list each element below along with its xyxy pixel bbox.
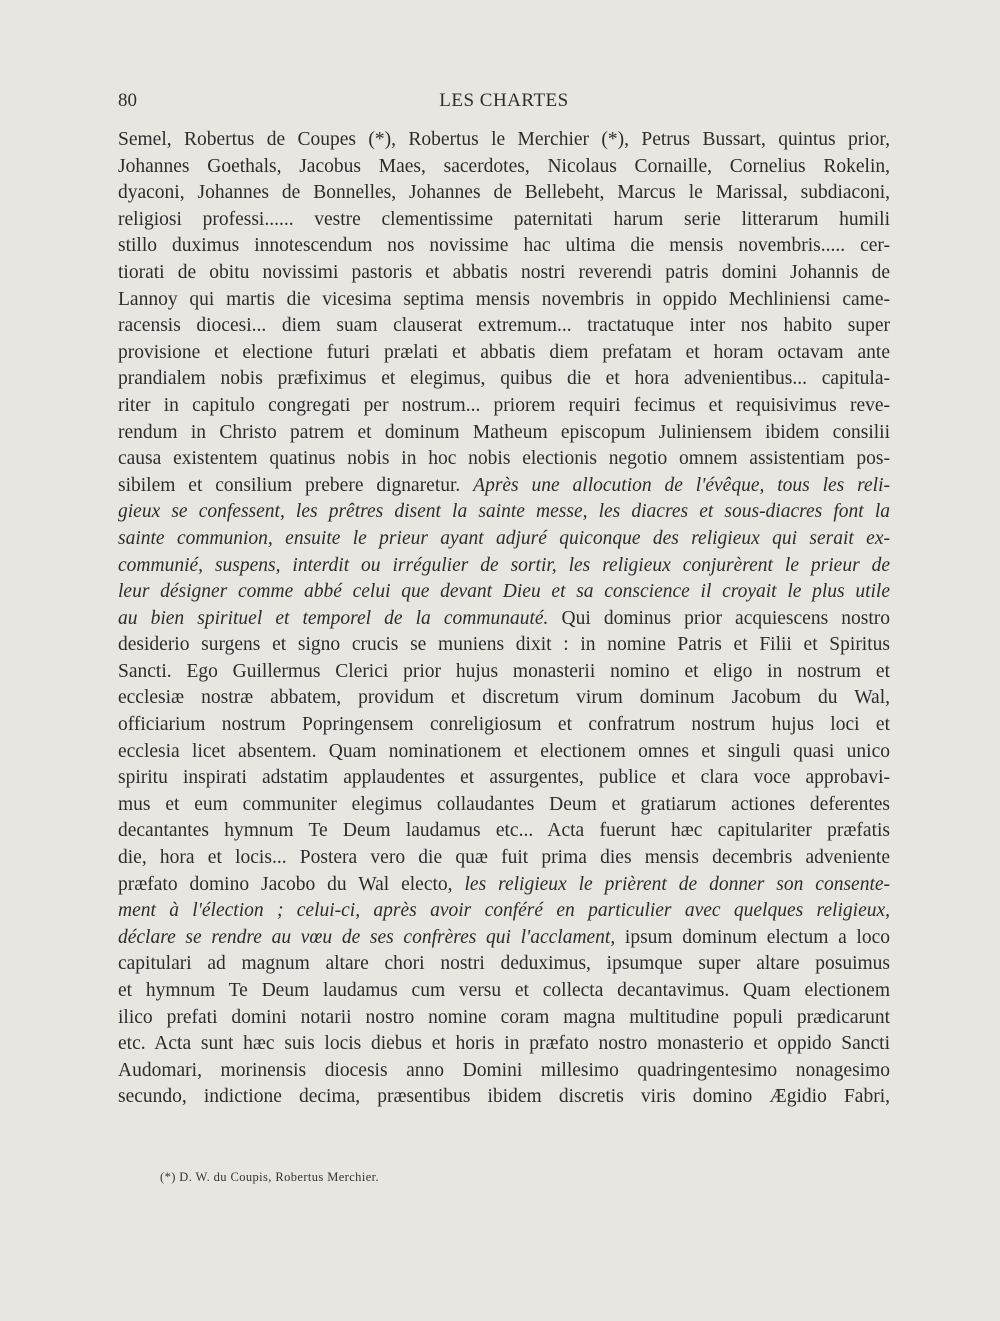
text-line: officiarium nostrum Popringensem conreligiosum et confratrum nostrum hujus loci et <box>118 714 890 736</box>
roman-segment: sibilem et consilium prebere dignaretur. <box>118 474 461 496</box>
page-header <box>118 90 890 116</box>
text-line: rendum in Christo patrem et dominum Matheum episcopum Juliniensem ibidem consilii <box>118 421 890 443</box>
roman-segment: ipsum dominum electum a loco <box>624 926 890 948</box>
text-line: desiderio surgens et signo crucis se muniens dixit : in nomine Patris et Filii et Spiritus <box>118 634 890 656</box>
italic-text-line: sainte communion, ensuite le prieur ayant adjuré quiconque des religieux qui serait ex- <box>118 527 890 549</box>
text-line: mus et eum communiter elegimus collaudantes Deum et gratiarum actiones deferentes <box>118 793 890 815</box>
text-line-mixed <box>118 473 890 500</box>
roman-segment: Qui dominus prior acquiescens nostro <box>561 607 890 629</box>
text-line: et hymnum Te Deum laudamus cum versu et collecta decantavimus. Quam electionem <box>118 980 890 1001</box>
text-line-mixed <box>118 925 890 952</box>
text-line: stillo duximus innotescendum nos novissime hac ultima die mensis novembris..... cer- <box>118 235 890 257</box>
text-line: ecclesia licet absentem. Quam nominationem et electionem omnes et singuli quasi unico <box>118 740 890 762</box>
text-line: Semel, Robertus de Coupes (*), Robertus le Merchier (*), Petrus Bussart, quintus prior, <box>118 129 890 150</box>
text-line: causa existentem quatinus nobis in hoc nobis electionis negotio omnem assistentiam pos- <box>118 448 890 470</box>
text-line-mixed <box>118 872 890 899</box>
text-line: riter in capitulo congregati per nostrum... priorem requiri fecimus et requisivimus reve- <box>118 394 890 416</box>
footnote: (*) D. W. du Coupis, Robertus Merchier. <box>160 1170 380 1184</box>
text-line: tiorati de obitu novissimi pastoris et abbatis nostri reverendi patris domini Johannis de <box>118 261 890 283</box>
roman-segment: præfato domino Jacobo du Wal electo, <box>118 873 453 895</box>
body-text <box>118 127 890 1111</box>
running-title: LES CHARTES <box>439 90 569 111</box>
text-line: Johannes Goethals, Jacobus Maes, sacerdotes, Nicolaus Cornaille, Cornelius Rokelin, <box>118 155 890 177</box>
text-line: Audomari, morinensis diocesis anno Domini millesimo quadringentesimo nonagesimo <box>118 1059 890 1081</box>
italic-text-line: communié, suspens, interdit ou irrégulier de sortir, les religieux conjurèrent le prieur de <box>118 554 890 576</box>
text-line: religiosi professi...... vestre clementissime paternitati harum serie litterarum humili <box>118 208 890 230</box>
italic-segment: déclare se rendre au vœu de ses confrères qui l'acclament, <box>118 926 616 948</box>
text-line: dyaconi, Johannes de Bonnelles, Johannes de Bellebeht, Marcus le Marissal, subdiaconi, <box>118 182 890 204</box>
text-line: Lannoy qui martis die vicesima septima mensis novembris in oppido Mechliniensi came- <box>118 288 890 310</box>
text-line: ecclesiæ nostræ abbatem, providum et discretum virum dominum Jacobum du Wal, <box>118 687 890 709</box>
text-line: decantantes hymnum Te Deum laudamus etc... Acta fuerunt hæc capitulariter præfatis <box>118 820 890 842</box>
text-line: spiritu inspirati adstatim applaudentes et assurgentes, publice et clara voce approbavi- <box>118 767 890 789</box>
italic-segment: au bien spirituel et temporel de la communauté. <box>118 607 549 629</box>
text-line: racensis diocesi... diem suam clauserat extremum... tractatuque inter nos habito super <box>118 315 890 337</box>
text-line: ilico prefati domini notarii nostro nomine coram magna multitudine populi prædicarunt <box>118 1006 890 1028</box>
text-line-mixed <box>118 606 890 633</box>
text-line: prandialem nobis præfiximus et elegimus, quibus die et hora advenientibus... capitula- <box>118 368 890 390</box>
text-line: Sancti. Ego Guillermus Clerici prior hujus monasterii nomino et eligo in nostrum et <box>118 660 890 682</box>
text-line: secundo, indictione decima, præsentibus ibidem discretis viris domino Ægidio Fabri, <box>118 1086 890 1108</box>
italic-text-line: gieux se confessent, les prêtres disent la sainte messe, les diacres et sous-diacres font la <box>118 501 890 523</box>
text-line: die, hora et locis... Postera vero die quæ fuit prima dies mensis decembris adveniente <box>118 847 890 869</box>
italic-segment: les religieux le prièrent de donner son consente- <box>464 873 890 895</box>
italic-text-line: leur désigner comme abbé celui que devant Dieu et sa conscience il croyait le plus utile <box>118 581 890 603</box>
italic-text-line: ment à l'élection ; celui-ci, après avoir conféré en particulier avec quelques religieux, <box>118 900 890 922</box>
text-line: capitulari ad magnum altare chori nostri deduximus, ipsumque super altare posuimus <box>118 953 890 975</box>
italic-segment: Après une allocution de l'évêque, tous les reli- <box>473 474 890 496</box>
text-line: etc. Acta sunt hæc suis locis diebus et horis in præfato nostro monasterio et oppido Sancti <box>118 1033 890 1055</box>
page-number: 80 <box>118 90 137 111</box>
text-line: provisione et electione futuri prælati et abbatis diem prefatam et horam octavam ante <box>118 341 890 363</box>
